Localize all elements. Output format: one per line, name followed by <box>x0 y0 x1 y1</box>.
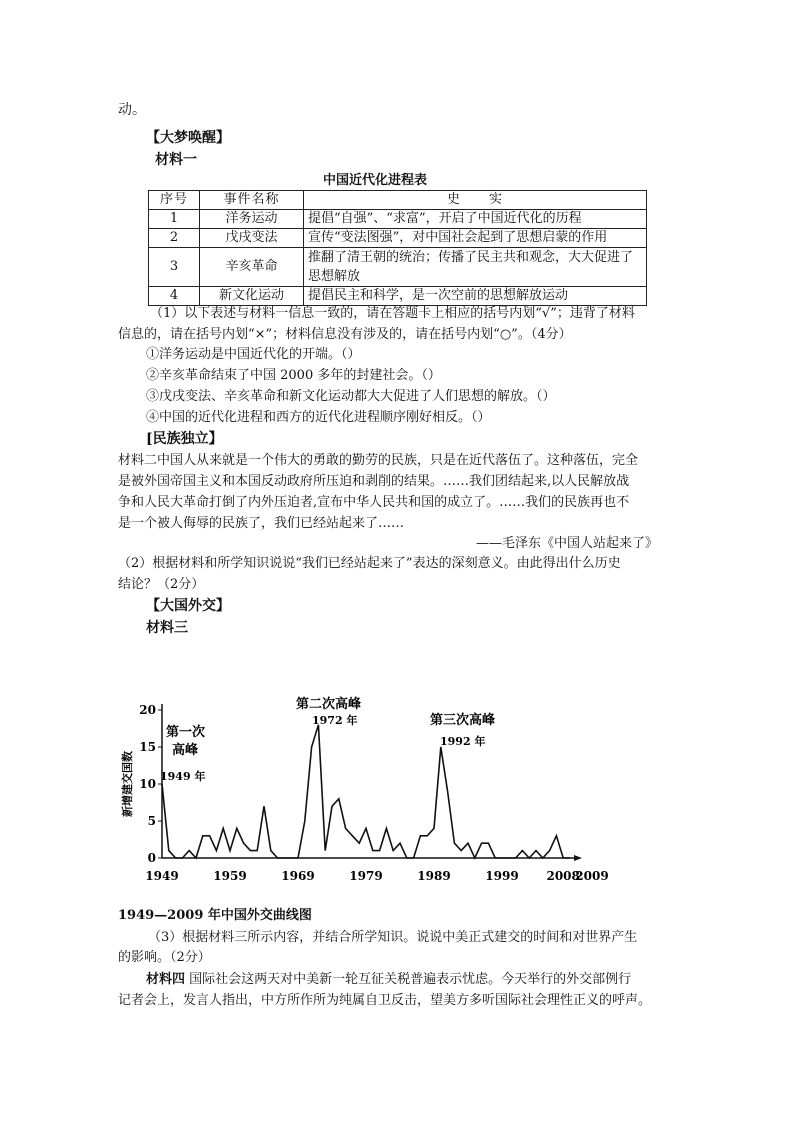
annotation-label: 第三次高峰 <box>430 713 496 728</box>
q1-item: ③戊戌变法、辛亥革命和新文化运动都大大促进了人们思想的解放。（） <box>146 389 556 404</box>
table-title: 中国近代化进程表 <box>323 173 428 188</box>
chart-caption: 1949—2009 年中国外交曲线图 <box>118 908 312 923</box>
modernization-table <box>148 190 647 306</box>
material4-line1 <box>146 970 631 990</box>
top-continuation: 动。 <box>118 102 146 118</box>
row-num: 4 <box>149 287 200 306</box>
series-line <box>162 725 570 858</box>
annotation-year: 1949 年 <box>160 770 206 783</box>
q2-line1: （2）根据材料和所学知识说说“我们已经站起来了”表达的深刻意义。由此得出什么历史 <box>118 556 621 571</box>
section2-heading: [民族独立】 <box>146 431 223 447</box>
table-row <box>149 287 647 306</box>
x-tick-label: 2008 <box>546 869 580 883</box>
table-row <box>149 210 647 229</box>
material2-line: 是被外国帝国主义和本国反动政府所压迫和剥削的结果。……我们团结起来,以人民解放战 <box>118 474 630 489</box>
annotation-label: 高峰 <box>172 743 199 758</box>
section1-heading: 【大梦唤醒】 <box>146 130 230 146</box>
row-num: 2 <box>149 229 200 248</box>
x-tick-label: 1979 <box>349 869 383 883</box>
annotation-year: 1972 年 <box>312 714 358 727</box>
q1-item: ①洋务运动是中国近代化的开端。（） <box>146 347 361 362</box>
annotation-label: 第二次高峰 <box>296 697 362 712</box>
material2-line: 材料二中国人从来就是一个伟大的勇敢的勤劳的民族，只是在近代落伍了。这种落伍，完全 <box>118 453 639 468</box>
x-axis-arrow <box>574 855 582 861</box>
x-tick-label: 1959 <box>213 869 247 883</box>
diplomacy-chart <box>118 688 610 888</box>
row-fact: 推翻了清王朝的统治；传播了民主共和观念，大大促进了思想解放 <box>304 248 647 287</box>
x-tick-label: 1949 <box>145 869 179 883</box>
row-name: 辛亥革命 <box>200 248 304 287</box>
row-name: 新文化运动 <box>200 287 304 306</box>
y-tick-label: 0 <box>147 851 156 865</box>
table-row <box>149 248 647 287</box>
header-num: 序号 <box>149 191 200 210</box>
section3-heading: 【大国外交】 <box>146 598 230 614</box>
q3-line2: 的影响。（2分） <box>118 950 211 965</box>
y-tick-label: 5 <box>147 814 156 828</box>
table-header-row <box>149 191 647 210</box>
q2-line2: 结论？（2分） <box>118 577 205 592</box>
material2-line: 是一个被人侮辱的民族了，我们已经站起来了…… <box>118 516 405 531</box>
material2-source: ——毛泽东《中国人站起来了》 <box>476 536 659 551</box>
row-num: 1 <box>149 210 200 229</box>
x-tick-label: 1999 <box>485 869 519 883</box>
row-fact: 提倡“自强”、“求富”，开启了中国近代化的历程 <box>304 210 647 229</box>
chart-svg <box>118 688 610 888</box>
q3-line1: （3）根据材料三所示内容，并结合所学知识。说说中美正式建交的时间和对世界产生 <box>148 930 638 945</box>
row-num: 3 <box>149 248 200 287</box>
material4-label: 材料四 <box>146 972 186 987</box>
material3-label: 材料三 <box>146 620 188 636</box>
row-fact: 宣传“变法图强”，对中国社会起到了思想启蒙的作用 <box>304 229 647 248</box>
material2-line: 争和人民大革命打倒了内外压迫者,宣布中华人民共和国的成立了。……我们的民族再也不 <box>118 495 630 510</box>
row-fact: 提倡民主和科学，是一次空前的思想解放运动 <box>304 287 647 306</box>
header-fact: 史 实 <box>304 191 647 210</box>
table-row <box>149 229 647 248</box>
row-name: 戊戌变法 <box>200 229 304 248</box>
y-tick-label: 20 <box>139 703 156 717</box>
x-tick-label: 2009 <box>575 869 609 883</box>
annotation-label: 第一次 <box>166 725 206 740</box>
material1-label: 材料一 <box>155 152 197 168</box>
x-tick-label: 1969 <box>281 869 315 883</box>
x-tick-label: 1989 <box>417 869 451 883</box>
header-name: 事件名称 <box>200 191 304 210</box>
q1-item: ②辛亥革命结束了中国 2000 多年的封建社会。（） <box>146 368 441 383</box>
annotation-year: 1992 年 <box>440 735 486 748</box>
y-tick-label: 15 <box>139 740 156 754</box>
q1-item: ④中国的近代化进程和西方的近代化进程顺序刚好相反。（） <box>146 410 491 425</box>
row-name: 洋务运动 <box>200 210 304 229</box>
y-tick-label: 10 <box>139 777 156 791</box>
material4-line2: 记者会上，发言人指出，中方所作所为纯属自卫反击，望美方多听国际社会理性正义的呼声。 <box>118 993 652 1008</box>
q1-line2: 信息的，请在括号内划“×”；材料信息没有涉及的，请在括号内划“○”。（4分） <box>118 327 572 342</box>
y-axis-label: 新增建交国数 <box>121 751 134 817</box>
q1-line1: （1）以下表述与材料一信息一致的，请在答题卡上相应的括号内划“√”；违背了材料 <box>150 306 635 321</box>
material4-text: 国际社会这两天对中美新一轮互征关税普遍表示忧虑。今天举行的外交部例行 <box>189 972 632 987</box>
